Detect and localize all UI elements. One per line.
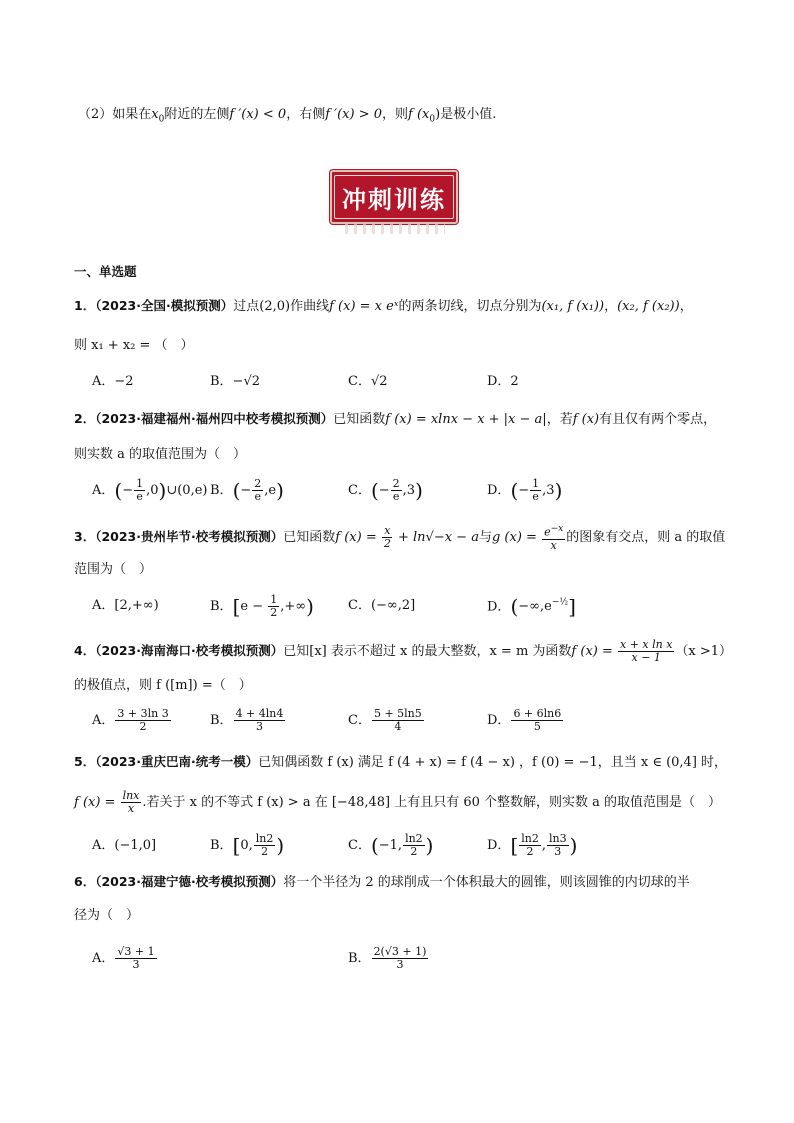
q4-choice-b[interactable]: B． $\frac{4 + 4\ln 4}{3}$ [210,707,284,733]
section-title: 一、单选题 [74,264,137,279]
q5-choice-a[interactable]: A．(−1,0] [92,838,157,853]
question-4-line2: 的极值点，则 f ([m]) =（ ） [74,678,252,693]
q1-choice-a[interactable]: A．−2 [92,374,134,389]
intro-line: （2）如果在$x_0$附近的左侧f ′(x) < 0，右侧f ′(x) > 0，则f $(x_0)$是极小值. [78,107,497,125]
q5-choice-b[interactable]: B．[0, $\frac{\ln 2}{2}$ ) [210,832,285,858]
q2-choice-b[interactable]: B．(− $\frac{2}{e}$ ,e) [210,477,284,503]
q3-choice-b[interactable]: B．[e − $\frac{1}{2}$ ,+∞) [210,593,314,619]
question-1: 1．（2023·全国·模拟预测）过点(2,0)作曲线f (x) = x eˣ的两条切线，切点分别为(x₁, f (x₁))，(x₂, f (x₂))， [74,298,693,314]
q4-choice-c[interactable]: C． $\frac{5 + 5\ln 5}{4}$ [348,707,422,733]
question-3: 3．（2023·贵州毕节·校考模拟预测）已知函数f (x) = $\frac{x}{2}$ + ln√−x − a与g (x) = $\frac{e^{-x}}{x}$ 的图象有交点，则 a 的取值 [74,523,726,552]
sprint-training-banner [330,170,458,224]
q2-choice-d[interactable]: D．(− $\frac{1}{e}$ ,3) [487,477,563,503]
q2-choice-a[interactable]: A．(− $\frac{1}{e}$ ,0)∪(0,e) [92,477,208,503]
banner-decoration [345,224,445,234]
q5-choice-c[interactable]: C．(−1, $\frac{\ln 2}{2}$ ) [348,832,434,858]
q1-choice-b[interactable]: B．−√2 [210,374,261,389]
q2-choice-c[interactable]: C．(− $\frac{2}{e}$ ,3) [348,477,423,503]
question-3-line2: 范围为（ ） [74,562,153,577]
question-5-line2: f (x) = $\frac{\ln x}{x}$ .若关于 x 的不等式 f (x) > a 在 [−48,48] 上有且只有 60 个整数解，则实数 a 的取值范围是（ ） [74,789,722,815]
q4-choice-d[interactable]: D． $\frac{6 + 6\ln 6}{5}$ [487,707,562,733]
q3-choice-c[interactable]: C．(−∞,2] [348,598,416,613]
banner-label: 冲刺训练 [334,175,454,219]
q1-choice-c[interactable]: C．√2 [348,374,388,389]
question-5: 5．（2023·重庆巴南·统考一模）已知偶函数 f (x) 满足 f (4 + x) = f (4 − x) ，f (0) = −1，且当 x ∈ (0,4] 时， [74,754,728,770]
q5-choice-d[interactable]: D．[ $\frac{\ln 2}{2}$ , $\frac{\ln 3}{3}$ ) [487,832,578,858]
question-4: 4．（2023·海南海口·校考模拟预测）已知[x] 表示不超过 x 的最大整数，x = m 为函数f (x) = $\frac{\text{x + x ln x}}{x - 1}$ （x >1） [74,638,733,664]
question-1-line2: 则 x₁ + x₂ = （ ） [74,338,194,353]
q3-choice-d[interactable]: D．$(-\infty,e^{-\frac{1}{2}}]$ [487,594,576,619]
q6-choice-b[interactable]: B． $\frac{2(√3 + 1)}{3}$ [348,945,427,971]
q4-choice-a[interactable]: A． $\frac{3 + 3\ln 3}{2}$ [92,707,169,733]
question-2-line2: 则实数 a 的取值范围为（ ） [74,447,247,462]
q6-choice-a[interactable]: A． $\frac{√3 + 1}{3}$ [92,945,155,971]
question-6: 6．（2023·福建宁德·校考模拟预测）将一个半径为 2 的球削成一个体积最大的圆锥，则该圆锥的内切球的半 [74,874,690,890]
q1-choice-d[interactable]: D．2 [487,374,519,389]
question-6-line2: 径为（ ） [74,908,140,923]
q3-choice-a[interactable]: A．[2,+∞) [92,598,159,613]
question-2: 2．（2023·福建福州·福州四中校考模拟预测）已知函数f (x) = xlnx − x + |x − a|，若f (x)有且仅有两个零点， [74,411,717,427]
